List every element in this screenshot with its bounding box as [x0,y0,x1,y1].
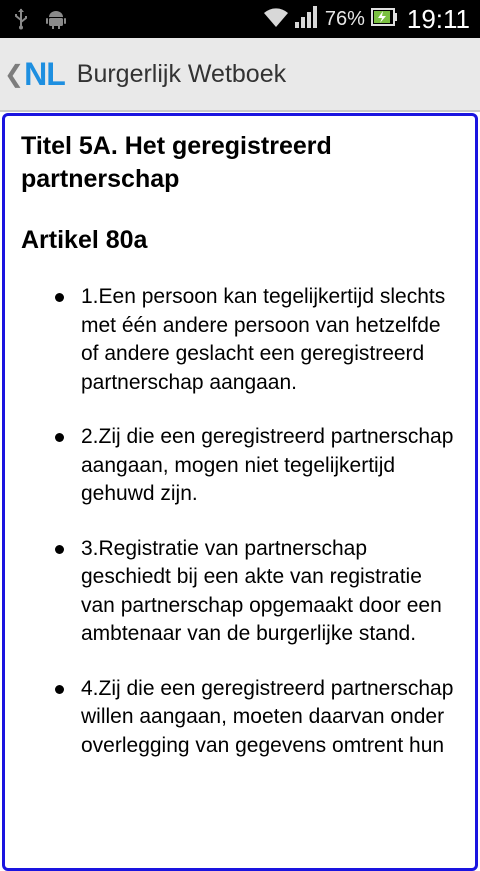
android-debug-icon [46,9,66,34]
list-item-text: 1.Een persoon kan tegelijkertijd slechts met één andere persoon van hetzelfde of andere geslacht een geregistreerd partnerschap aangaan. [81,285,446,394]
article-heading: Artikel 80a [21,226,148,254]
home-up-button[interactable] [0,38,286,110]
bullet-icon [55,545,64,554]
list-item-text: 4.Zij die een geregistreerd partnerschap willen aangaan, moeten daarvan onder overlegging van gegevens omtrent hun [81,676,454,757]
status-system [263,0,470,38]
list-item [21,423,461,509]
chevron-left-icon: ❮ [4,60,25,88]
signal-icon [295,6,319,33]
article-frame[interactable] [2,113,478,871]
list-item [21,283,461,397]
article-content [5,116,475,760]
status-bar [0,0,480,38]
bullet-icon [55,293,64,302]
battery-percent: 76% [324,7,365,30]
section-title: Titel 5A. Het geregistreerd partnerschap [21,132,332,193]
usb-icon [14,8,28,35]
list-item [21,535,461,649]
list-item-text: 2.Zij die een geregistreerd partnerschap aangaan, mogen niet tegelijkertijd gehuwd zijn. [81,425,454,505]
article-list [21,283,461,760]
app-logo: NL [24,55,65,92]
battery-charging-icon [371,8,397,31]
clock: 19:11 [406,3,470,34]
action-bar [0,38,480,112]
page-title: Burgerlijk Wetboek [76,59,287,88]
list-item [21,675,461,761]
wifi-icon [263,6,289,33]
status-notifications [14,8,66,35]
list-item-text: 3.Registratie van partnerschap geschiedt bij een akte van registratie van partnerschap opgemaakt door een ambtenaar van de burgerlijke stand. [81,536,442,645]
bullet-icon [55,433,64,442]
bullet-icon [55,685,64,694]
